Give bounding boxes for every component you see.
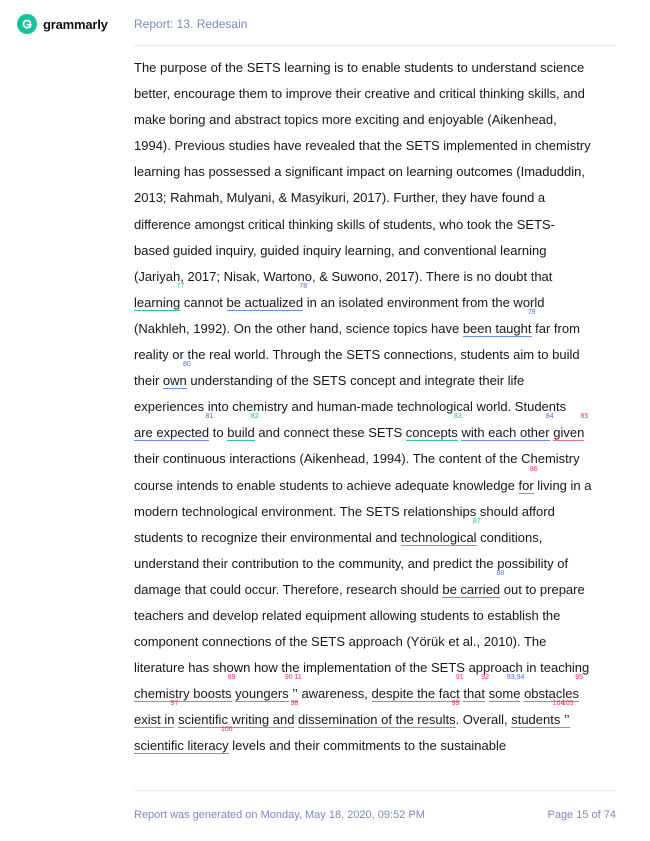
grammar-suggestion[interactable]: with each other 84 <box>461 425 549 441</box>
text-segment: conditions, <box>476 529 543 545</box>
grammar-suggestion[interactable]: be actualized 78 <box>227 295 304 311</box>
text-line <box>134 133 616 159</box>
grammar-suggestion[interactable]: scientific literacy 106 <box>134 738 229 754</box>
grammar-suggestion[interactable]: some 93,94 <box>489 686 521 702</box>
text-segment: experiences into chemistry and human-made technological world. Students <box>134 399 567 415</box>
text-segment: based guided inquiry, guided inquiry learning, and conventional learning <box>134 242 547 258</box>
text-line <box>134 707 616 733</box>
grammar-suggestion[interactable]: are expected 81 <box>134 425 209 441</box>
grammarly-g-icon <box>17 14 37 34</box>
text-line <box>134 55 616 81</box>
text-line <box>134 629 616 655</box>
text-segment: course intends to enable students to achieve adequate knowledge <box>134 477 519 493</box>
text-segment: understand their contribution to the community, and predict the possibility of <box>134 555 569 571</box>
text-line <box>134 551 616 577</box>
text-line <box>134 316 616 342</box>
text-line <box>134 185 616 211</box>
text-segment: . Overall, <box>455 712 512 728</box>
text-segment: modern technological environment. The SETS relationships should afford <box>134 503 555 519</box>
grammar-suggestion[interactable]: dissemination of the results 99 <box>298 712 456 728</box>
grammar-suggestion[interactable]: learning 77 <box>134 295 180 311</box>
text-line <box>134 525 616 551</box>
header-divider <box>134 45 616 46</box>
footer-divider <box>134 790 616 791</box>
text-segment: their continuous interactions (Aikenhead, 1994). The content of the Chemistry <box>134 451 580 467</box>
report-title: Report: 13. Redesain <box>134 17 248 31</box>
text-segment: far from <box>531 320 580 336</box>
grammar-suggestion[interactable]: exist in 97 <box>134 712 174 728</box>
grammar-suggestion[interactable]: chemistry boosts 89 <box>134 686 232 702</box>
text-segment: teachers and develop related equipment allowing students to establish the <box>134 607 561 623</box>
grammarly-logo <box>17 14 108 34</box>
grammar-suggestion[interactable]: technological 87 <box>401 530 477 546</box>
text-line <box>134 212 616 238</box>
text-segment: their <box>134 373 163 389</box>
page-number: Page 15 of 74 <box>547 809 616 821</box>
text-segment: cannot <box>180 294 227 310</box>
text-line <box>134 290 616 316</box>
grammar-suggestion[interactable]: students 104 <box>511 712 560 728</box>
generated-timestamp: Report was generated on Monday, May 18, 2020, 09:52 PM <box>134 809 425 821</box>
text-segment: literature has shown how the implementation of the SETS approach in teaching <box>134 660 590 676</box>
text-segment: damage that could occur. Therefore, research should <box>134 581 443 597</box>
grammar-suggestion[interactable]: youngers 90 <box>235 686 288 702</box>
text-line <box>134 473 616 499</box>
text-segment: levels and their commitments to the sustainable <box>228 738 507 754</box>
text-line <box>134 577 616 603</box>
text-line <box>134 655 616 681</box>
text-segment: in an isolated environment from the world <box>303 294 545 310</box>
document-text <box>134 55 616 760</box>
grammar-suggestion[interactable]: ’’ 11 <box>292 686 298 702</box>
text-segment: better, encourage them to improve their creative and critical thinking skills, and <box>134 86 585 102</box>
grammar-suggestion[interactable]: despite the fact 91 <box>372 686 460 702</box>
grammar-suggestion[interactable]: concepts 83 <box>406 425 458 441</box>
text-line <box>134 159 616 185</box>
text-segment: The purpose of the SETS learning is to enable students to understand science <box>134 60 585 75</box>
grammar-suggestion[interactable]: obstacles 95 <box>524 686 579 702</box>
text-segment: students to recognize their environmental and <box>134 529 401 545</box>
text-line <box>134 446 616 472</box>
text-segment: out to prepare <box>500 581 585 597</box>
grammar-suggestion[interactable]: ’’ 105 <box>560 712 569 728</box>
grammar-suggestion[interactable]: scientific writing and 98 <box>178 712 294 728</box>
grammar-suggestion[interactable]: for 86 <box>519 478 534 494</box>
text-line <box>134 681 616 707</box>
text-line <box>134 342 616 368</box>
grammar-suggestion[interactable]: given 85 <box>553 425 584 441</box>
text-line <box>134 420 616 446</box>
report-header <box>0 0 650 48</box>
text-line <box>134 238 616 264</box>
text-segment: learning has possessed a significant impact on learning outcomes (Imaduddin, <box>134 164 585 180</box>
logo-wordmark: grammarly <box>43 16 108 32</box>
grammar-suggestion[interactable]: that 92 <box>463 686 485 702</box>
text-line <box>134 107 616 133</box>
text-segment: (Nakhleh, 1992). On the other hand, science topics have <box>134 320 463 336</box>
text-segment: reality or the real world. Through the SETS connections, students aim to build <box>134 347 580 363</box>
text-segment: understanding of the SETS concept and integrate their life <box>186 373 525 389</box>
grammar-suggestion[interactable]: been taught 79 <box>463 321 532 337</box>
text-line <box>134 733 616 759</box>
text-line <box>134 603 616 629</box>
text-segment: to <box>209 425 228 441</box>
text-segment: (Jariyah, 2017; Nisak, Wartono, & Suwono, 2017). There is no doubt that <box>134 268 553 284</box>
text-segment: make boring and abstract topics more exciting and enjoyable (Aikenhead, <box>134 112 557 128</box>
text-line <box>134 368 616 394</box>
text-line <box>134 499 616 525</box>
text-segment: 1994). Previous studies have revealed that the SETS implemented in chemistry <box>134 138 591 154</box>
text-segment: living in a <box>533 477 592 493</box>
text-segment: and connect these SETS <box>254 425 406 441</box>
text-segment: difference amongst critical thinking skills of students, who took the SETS- <box>134 216 556 232</box>
text-segment: 2013; Rahmah, Mulyani, & Masyikuri, 2017). Further, they have found a <box>134 190 546 206</box>
grammar-suggestion[interactable]: build 82 <box>227 425 254 441</box>
grammar-suggestion[interactable]: be carried 88 <box>442 582 500 598</box>
text-segment: awareness, <box>297 686 372 702</box>
text-line <box>134 81 616 107</box>
grammar-suggestion[interactable]: own 80 <box>163 373 187 389</box>
text-segment: component connections of the SETS approach (Yörük et al., 2010). The <box>134 634 547 650</box>
text-line <box>134 264 616 290</box>
